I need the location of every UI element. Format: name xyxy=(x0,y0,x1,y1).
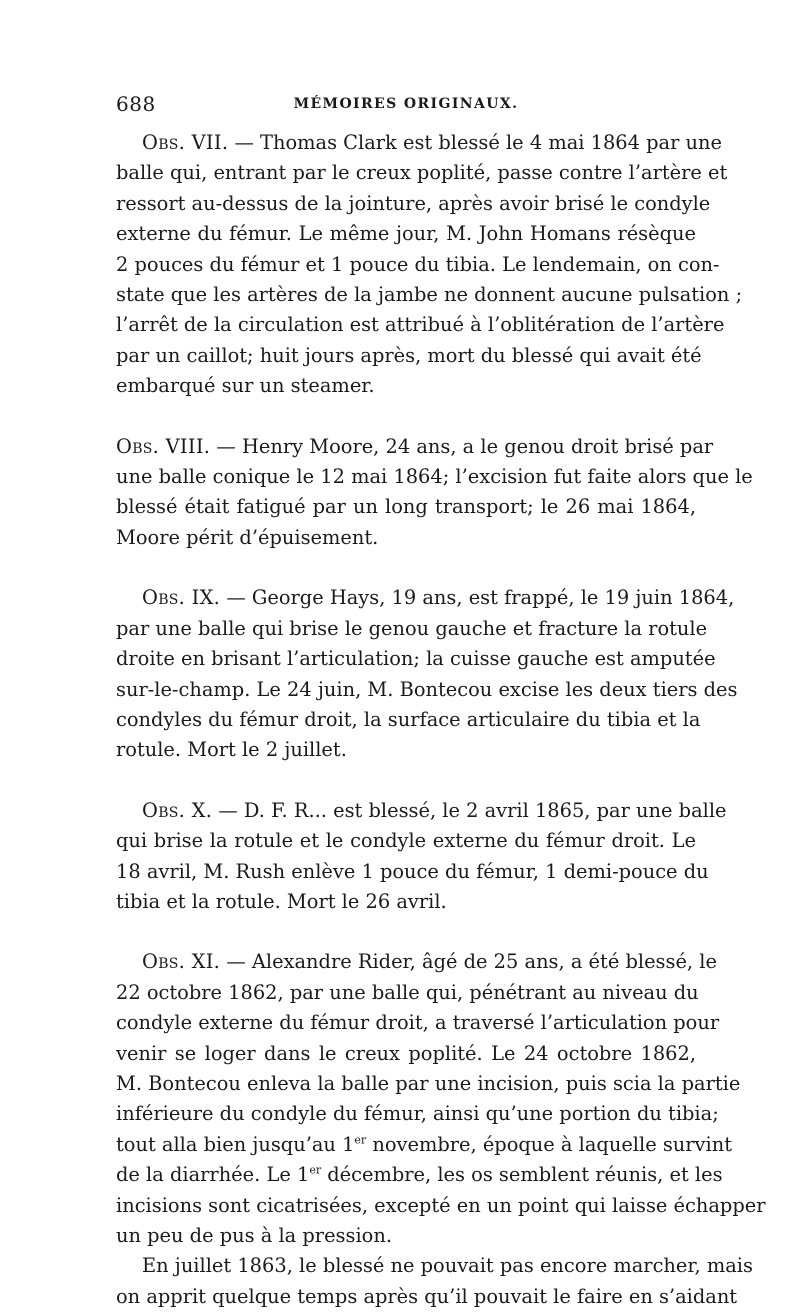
text-line: Obs. VII. — Thomas Clark est blessé le 4 mai 1864 par une xyxy=(142,131,722,154)
text-line: Moore périt d’épuisement. xyxy=(116,525,379,549)
observation-label: Obs. VII. xyxy=(142,131,229,154)
text-line: qui brise la rotule et le condyle externe du fémur droit. Le xyxy=(116,829,696,853)
text-line: de la diarrhée. Le 1er décembre, les os semblent réunis, et les xyxy=(116,1163,723,1187)
text-line: rotule. Mort le 2 juillet. xyxy=(116,738,347,762)
observation-7 xyxy=(116,128,743,402)
observation-11 xyxy=(116,947,766,1251)
text-line: 18 avril, M. Rush enlève 1 pouce du fémur, 1 demi-pouce du xyxy=(116,859,709,883)
text-line: tout alla bien jusqu’au 1er novembre, époque à laquelle survint xyxy=(116,1132,732,1156)
continuation-paragraph xyxy=(116,1251,753,1312)
text-line: Obs. VIII. — Henry Moore, 24 ans, a le genou droit brisé par xyxy=(116,434,714,458)
observation-label: Obs. X. xyxy=(142,798,213,822)
running-title: MÉMOIRES ORIGINAUX. xyxy=(293,96,519,112)
text-line: blessé était fatigué par un long transport; le 26 mai 1864, xyxy=(116,495,696,519)
text-line: une balle conique le 12 mai 1864; l’excision fut faite alors que le xyxy=(116,465,753,489)
observation-label: Obs. VIII. xyxy=(116,434,211,458)
text-line: embarqué sur un steamer. xyxy=(116,374,375,398)
observation-9 xyxy=(116,583,738,765)
page-header xyxy=(116,92,696,122)
text-line: state que les artères de la jambe ne donnent aucune pulsation ; xyxy=(116,283,743,307)
text-line: inférieure du condyle du fémur, ainsi qu’une portion du tibia; xyxy=(116,1102,719,1126)
text-line: Obs. XI. — Alexandre Rider, âgé de 25 ans, a été blessé, le xyxy=(142,950,717,974)
text-line: par une balle qui brise le genou gauche et fracture la rotule xyxy=(116,616,708,640)
observation-label: Obs. XI. xyxy=(142,950,221,974)
text-line: balle qui, entrant par le creux poplité, passe contre l’artère et xyxy=(116,161,728,185)
text-line: venir se loger dans le creux poplité. Le 24 octobre 1862, xyxy=(116,1041,696,1065)
text-line: Obs. X. — D. F. R... est blessé, le 2 avril 1865, par une balle xyxy=(142,798,727,822)
text-line: par un caillot; huit jours après, mort du blessé qui avait été xyxy=(116,343,702,367)
text-line: 22 octobre 1862, par une balle qui, pénétrant au niveau du xyxy=(116,980,699,1004)
text-line: condyles du fémur droit, la surface articulaire du tibia et la xyxy=(116,707,701,731)
text-line: un peu de pus à la pression. xyxy=(116,1224,392,1247)
observation-10 xyxy=(116,796,727,918)
text-line: l’arrêt de la circulation est attribué à l’oblitération de l’artère xyxy=(116,313,725,337)
page-number: 688 xyxy=(116,92,156,116)
text-line: sur-le-champ. Le 24 juin, M. Bontecou excise les deux tiers des xyxy=(116,677,738,701)
text-line: ressort au-dessus de la jointure, après avoir brisé le condyle xyxy=(116,191,711,215)
text-line: externe du fémur. Le même jour, M. John Homans résèque xyxy=(116,222,696,246)
text-line: M. Bontecou enleva la balle par une incision, puis scia la partie xyxy=(116,1071,741,1095)
text-line: incisions sont cicatrisées, excepté en un point qui laisse échapper xyxy=(116,1193,766,1217)
observation-8 xyxy=(116,432,753,554)
text-line: on apprit quelque temps après qu’il pouvait le faire en s’aidant xyxy=(116,1284,738,1308)
text-line: condyle externe du fémur droit, a traversé l’articulation pour xyxy=(116,1011,720,1035)
body-text xyxy=(116,128,766,1312)
observation-label: Obs. IX. xyxy=(142,586,221,610)
text-line: tibia et la rotule. Mort le 26 avril. xyxy=(116,889,447,913)
text-line: droite en brisant l’articulation; la cuisse gauche est amputée xyxy=(116,647,716,671)
text-line: 2 pouces du fémur et 1 pouce du tibia. Le lendemain, on con- xyxy=(116,252,720,276)
text-line: Obs. IX. — George Hays, 19 ans, est frappé, le 19 juin 1864, xyxy=(142,586,735,610)
text-line: En juillet 1863, le blessé ne pouvait pas encore marcher, mais xyxy=(142,1254,753,1278)
